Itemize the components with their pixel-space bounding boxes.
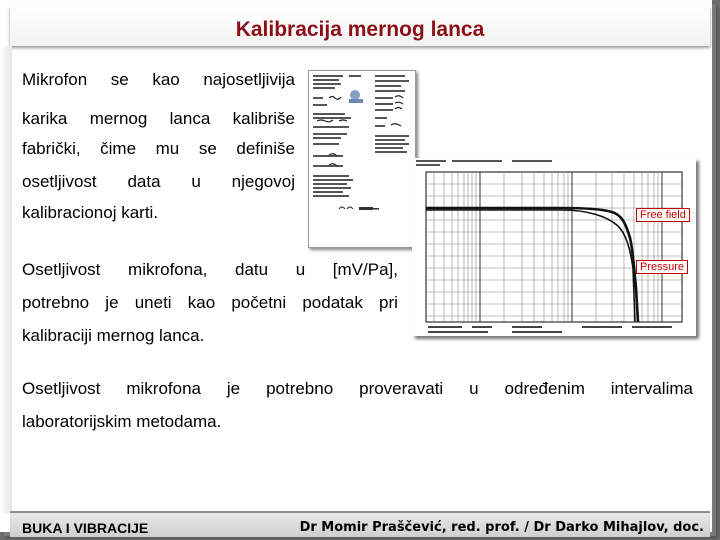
word: definiše [236, 139, 295, 158]
word: uneti [134, 293, 172, 312]
word: potrebno [22, 293, 90, 312]
word: se [198, 139, 217, 158]
word: proveravati [359, 379, 444, 398]
p2-line2 [22, 293, 398, 313]
word: intervalima [610, 379, 693, 398]
footer [10, 511, 710, 537]
word: mu [155, 139, 180, 158]
p1-line3 [22, 139, 295, 159]
word: se [110, 70, 129, 89]
pressure-label: Pressure [636, 260, 688, 274]
word: Mikrofon [22, 70, 88, 89]
word: kao [187, 293, 216, 312]
title-bar [10, 6, 710, 46]
calibration-card-scan [309, 71, 415, 247]
footer-course: BUKA I VIBRACIJE [22, 520, 149, 536]
word: u [469, 379, 479, 398]
word: fabrički, [22, 139, 81, 158]
footer-authors: Dr Momir Praščević, red. prof. / Dr Darko Mihajlov, doc. [299, 520, 704, 535]
word: je [105, 293, 119, 312]
frequency-response-scan [412, 158, 696, 336]
word: osetljivost [22, 172, 97, 191]
word: je [226, 379, 241, 398]
word: podatak [302, 293, 363, 312]
word: njegovoj [231, 172, 295, 191]
free-field-label: Free field [636, 208, 690, 222]
word: kao [152, 70, 180, 89]
p2-line3: kalibraciji mernog lanca. [22, 326, 205, 345]
word: čime [100, 139, 137, 158]
word: mikrofona [126, 379, 201, 398]
p3-line1 [22, 379, 693, 399]
word: kalibriše [232, 109, 295, 128]
word: datu [235, 260, 269, 279]
word: u [191, 172, 201, 191]
frequency-response-figure [412, 158, 696, 336]
word: potrebno [266, 379, 334, 398]
p1-line1 [22, 70, 295, 90]
left-band [0, 46, 12, 514]
word: određenim [504, 379, 585, 398]
word: lanca [169, 109, 211, 128]
word: pri [379, 293, 398, 312]
word: najosetljivija [203, 70, 295, 89]
word: data [127, 172, 161, 191]
word: u [295, 260, 306, 279]
word: mernog [89, 109, 148, 128]
p1-line5: kalibracionoj karti. [22, 203, 159, 222]
p1-line2 [22, 109, 295, 129]
word: početni [231, 293, 287, 312]
word: [mV/Pa], [332, 260, 398, 279]
word: karika [22, 109, 68, 128]
calibration-card-image [308, 70, 416, 248]
p1-line4 [22, 172, 295, 192]
p3-line2: laboratorijskim metodama. [22, 412, 222, 431]
p2-line1 [22, 260, 398, 280]
word: Osetljivost [22, 379, 101, 398]
word: mikrofona, [128, 260, 208, 279]
slide-title: Kalibracija mernog lanca [235, 18, 485, 41]
word: Osetljivost [22, 260, 101, 279]
